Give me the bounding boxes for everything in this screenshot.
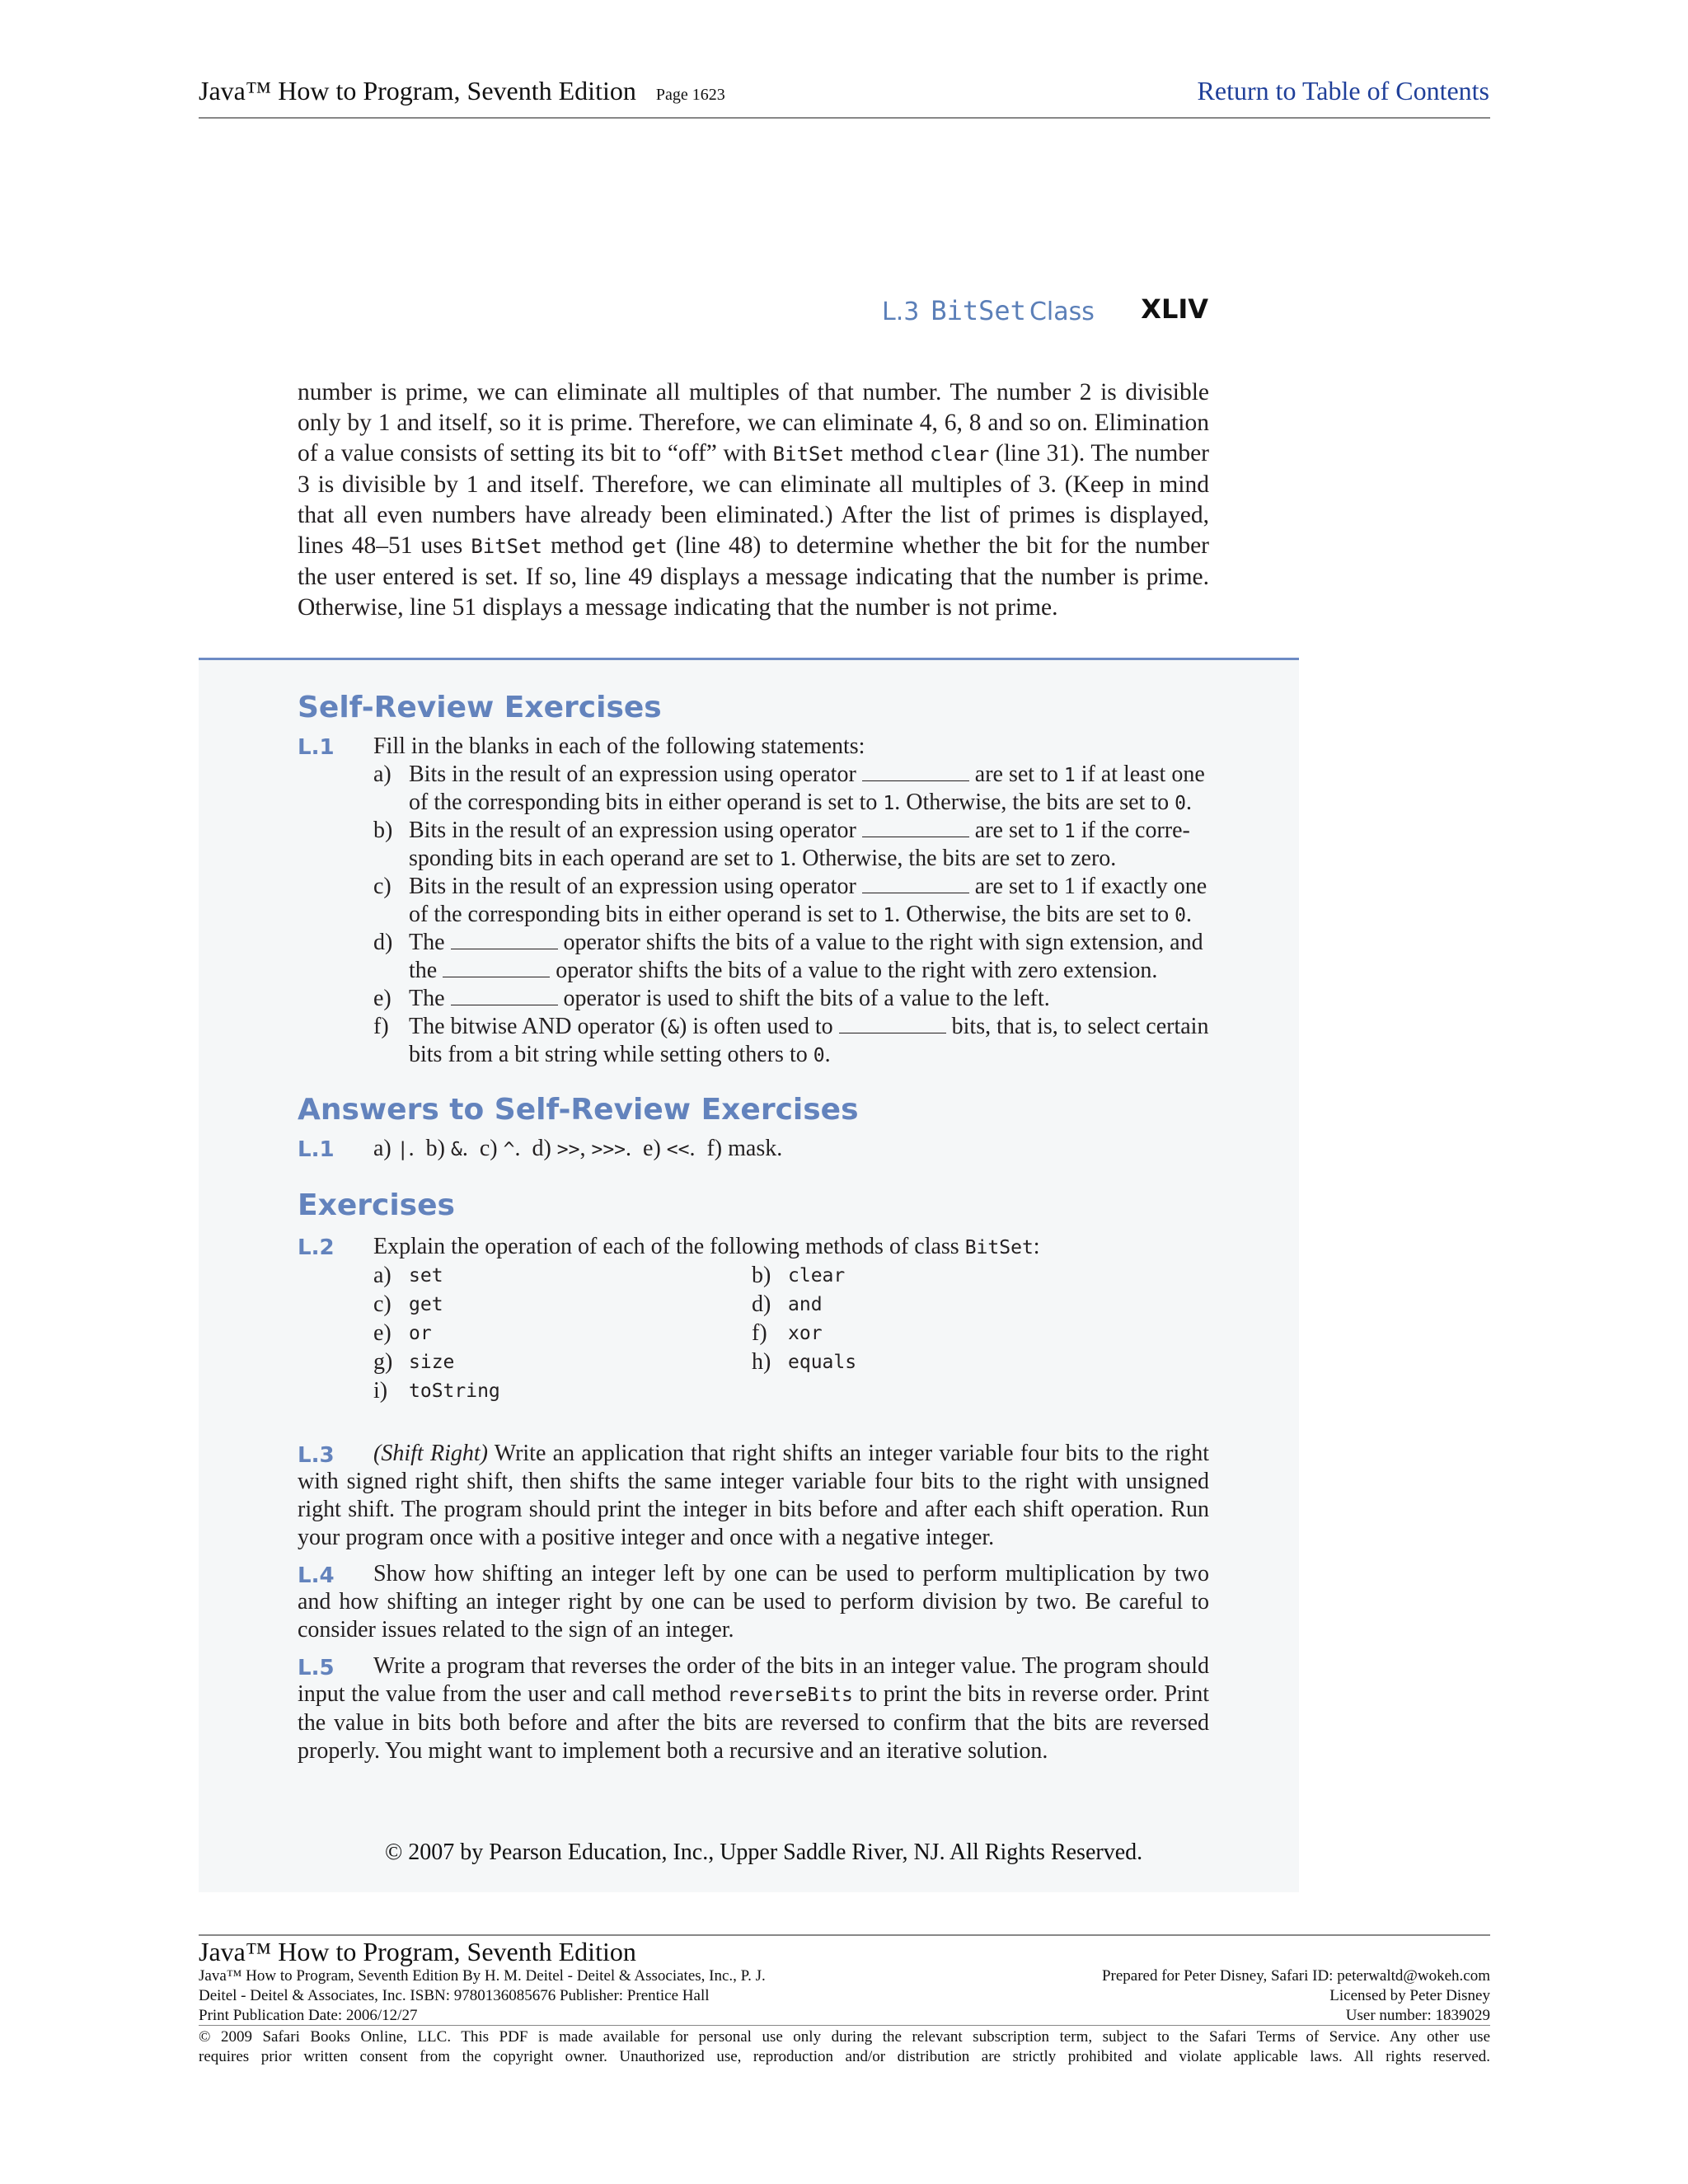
answer-label: c) [479,1136,498,1161]
period: . [1185,790,1192,815]
item-b-text: sponding bits in each operand are set to [409,846,774,871]
item-f-line-2 [409,1041,831,1070]
page-number: Page 1623 [655,86,725,104]
item-d-label: d) [373,930,393,955]
answers-line: a) |. b) &. c) ^. d) >>, >>>. e) <<. f) mask. [373,1136,783,1161]
item-c-line-1 [409,873,1207,901]
answer-d-1: >> [556,1139,580,1160]
footer-user-number: User number: 1839029 [1345,2007,1490,2024]
exercise-number-l3: L.3 [298,1443,335,1468]
item-c-label: c) [373,874,392,899]
method-name: xor [788,1323,823,1344]
item-e-text: The [409,986,445,1011]
period: . [824,1042,831,1067]
method-label: b) [752,1263,771,1288]
exercise-l5-code: reverseBits [727,1685,853,1706]
exercise-l2-sentence: Explain the operation of each of the following methods of class [373,1234,959,1259]
exercise-number-l5: L.5 [298,1656,335,1680]
method-name: or [409,1323,432,1344]
exercise-number-l4: L.4 [298,1563,335,1588]
item-d-text: operator shifts the bits of a value to the right with sign extension, and [563,930,1203,955]
answer-label: e) [643,1136,661,1161]
answer-b: & [450,1139,462,1160]
self-review-intro: Fill in the blanks in each of the following statements: [373,733,865,759]
exercise-l4-text: Show how shifting an integer left by one can be used to perform multiplication by two and how shifting an integer right by one can be used to perform division by two. Be careful to consider issues related to the sign of an integer. [298,1561,1209,1643]
item-a-text: if at least one [1081,762,1205,787]
item-b-text: . Otherwise, the bits are set to zero. [790,846,1117,871]
item-a-text: Bits in the result of an expression using operator [409,762,856,787]
footer-legal-1: © 2009 Safari Books Online, LLC. This PDF is made available for personal use only during the relevant subscription term, subject to the Safari Terms of Service. Any other use [199,2028,1490,2046]
intro-text-5: (line 48) to determine whether the bit for the number the user entered is set. If so, line 49 displays a message indicating that the number is prime. Otherwise, line 51 displays a message indicating that the number is not prime. [298,532,1209,621]
item-d-line-2 [409,957,1157,985]
item-b-text: Bits in the result of an expression using operator [409,818,856,843]
exercise-l5-text: to print the bits in reverse order. Print the value in bits both before and after the bits are reversed to confirm that the bits are reversed properly. You might want to implement both a recursive and an iterative solution. [298,1681,1210,1764]
copyright-notice: © 2007 by Pearson Education, Inc., Upper Saddle River, NJ. All Rights Reserved. [385,1840,1143,1865]
item-b-code: 1 [779,849,791,870]
item-a-code: 1 [883,793,895,814]
roman-page-number: XLIV [1141,293,1208,325]
item-f-text: bits, that is, to select certain [951,1014,1209,1039]
answer-e: << [666,1139,690,1160]
item-f-text: bits from a bit string while setting others to [409,1042,808,1067]
footer-book-title: Java™ How to Program, Seventh Edition [199,1937,636,1966]
period: . [1185,902,1192,927]
intro-text-1: number is prime, we can eliminate all multiples of that number. The number 2 is divisible only by 1 and itself, so it is prime. Therefore, we can eliminate 4, 6, 8 and so on. Elimination of a value consists of setting its bit to “off” with [298,379,1209,466]
section-word: Class [1029,298,1095,326]
exercise-l3-title: (Shift Right) [373,1441,488,1466]
item-b-line-2 [409,845,1116,874]
exercise-l3-text: Write an application that right shifts an integer variable four bits to the right with signed right shift, then shifts the same integer variable four bits to the right with unsigned right shift. The program should print the integer in bits before and after each shift operation. Run your program once with a positive integer and once with a negative integer. [298,1441,1210,1550]
intro-text-2: method [844,440,931,466]
book-title: Java™ How to Program, Seventh Edition [199,76,636,105]
method-name: set [409,1265,443,1286]
item-a-line-1 [409,761,1205,790]
footer-legal-2: requires prior written consent from the copyright owner. Unauthorized use, reproduction and/or distribution are strictly prohibited and violate applicable laws. All rights reserved. [199,2048,1490,2065]
footer-meta-2: Deitel - Deitel & Associates, Inc. ISBN: 9780136085676 Publisher: Prentice Hall [199,1987,710,2004]
section-title [882,295,1095,326]
exercise-l3 [298,1440,1209,1552]
exercise-l2-text [373,1233,1040,1262]
blank [451,985,558,1005]
item-f-label: f) [373,1014,389,1039]
footer-divider-2 [199,2025,1490,2026]
intro-code-3: BitSet [471,535,543,558]
blank [862,817,969,837]
intro-text-3: (line 31). The number 3 is divisible by 1 and itself. Therefore, we can eliminate all multiples of 3. (Keep in mind that all even numbers have already been eliminated.) After the list of primes is displayed, lines 48–51 uses [298,440,1209,559]
intro-text-4: method [542,532,632,559]
item-c-text: Bits in the result of an expression using operator [409,874,856,899]
method-label: e) [373,1320,392,1346]
running-head [882,290,1208,326]
item-b-label: b) [373,818,393,843]
method-name: clear [788,1265,846,1286]
item-e-line-1 [409,985,1050,1013]
intro-code-4: get [631,535,668,558]
intro-code-1: BitSet [772,443,845,466]
answer-a: | [396,1139,409,1160]
exercises-heading: Exercises [298,1188,455,1222]
item-e-text: operator is used to shift the bits of a value to the left. [563,986,1050,1011]
answer-label: b) [425,1136,445,1161]
item-e-label: e) [373,986,392,1011]
item-f-code: & [668,1017,679,1038]
item-b-text: if the corre- [1081,818,1190,843]
exercise-number-l1: L.1 [298,735,335,760]
item-d-line-1 [409,929,1203,957]
item-b-line-1 [409,817,1190,846]
answer-c: ^ [503,1139,515,1160]
blank [839,1013,946,1033]
method-label: a) [373,1263,392,1288]
footer-prepared-for: Prepared for Peter Disney, Safari ID: peterwaltd@wokeh.com [1101,1967,1490,1985]
method-label: c) [373,1291,392,1317]
item-c-text: are set to 1 if exactly one [974,874,1207,899]
method-label: g) [373,1349,393,1375]
item-d-text: operator shifts the bits of a value to the right with zero extension. [556,958,1158,983]
item-a-text: of the corresponding bits in either operand is set to [409,790,878,815]
exercise-l5-text: Write a program that reverses the order of the bits in an integer value. The program should input the value from the user and call method [298,1653,1209,1707]
exercise-number-l2: L.2 [298,1235,335,1260]
item-f-code: 0 [813,1045,825,1066]
intro-paragraph [298,377,1209,623]
method-name: equals [788,1352,857,1373]
item-a-code: 0 [1175,793,1186,814]
item-d-text: The [409,930,445,955]
section-number: L.3 [882,298,920,326]
answer-label: a) [373,1136,392,1161]
item-f-text: ) is often used to [679,1014,833,1039]
footer-meta-1: Java™ How to Program, Seventh Edition By H. M. Deitel - Deitel & Associates, Inc., P. J. [199,1967,766,1985]
item-a-text: are set to [974,762,1058,787]
intro-code-2: clear [930,443,990,466]
method-name: and [788,1294,823,1315]
exercise-l2-code: BitSet [964,1237,1034,1258]
method-name: get [409,1294,443,1315]
footer-licensed-by: Licensed by Peter Disney [1329,1987,1490,2004]
item-f-line-1 [409,1013,1208,1042]
answer-f: mask. [728,1136,783,1161]
answer-number-l1: L.1 [298,1137,335,1162]
method-name: size [409,1352,455,1373]
answer-d-2: >>> [591,1139,626,1160]
item-d-text: the [409,958,438,983]
item-f-text: The bitwise AND operator ( [409,1014,668,1039]
item-a-text: . Otherwise, the bits are set to [894,790,1170,815]
method-name: toString [409,1380,500,1402]
item-c-text: . Otherwise, the bits are set to [894,902,1170,927]
item-a-line-2 [409,789,1192,818]
return-to-toc-link[interactable]: Return to Table of Contents [1197,76,1489,105]
blank [443,957,550,977]
blank [862,873,969,893]
method-label: d) [752,1291,771,1317]
item-c-code: 0 [1175,905,1186,926]
item-b-code: 1 [1063,821,1076,842]
footer-meta-3: Print Publication Date: 2006/12/27 [199,2007,418,2024]
answers-heading: Answers to Self-Review Exercises [298,1093,859,1127]
method-label: i) [373,1378,388,1404]
item-c-code: 1 [883,905,895,926]
item-a-code: 1 [1063,765,1076,786]
item-b-text: are set to [974,818,1058,843]
item-a-label: a) [373,762,392,787]
colon: : [1033,1234,1040,1259]
exercise-l5 [298,1652,1209,1765]
item-c-text: of the corresponding bits in either operand is set to [409,902,878,927]
self-review-heading: Self-Review Exercises [298,691,662,724]
answer-label: f) [706,1136,723,1161]
answer-label: d) [532,1136,551,1161]
header-divider [199,117,1490,119]
item-c-line-2 [409,901,1192,930]
footer-divider [199,1934,1490,1936]
method-label: f) [752,1320,767,1346]
method-label: h) [752,1349,771,1375]
book-title-header [199,76,725,106]
section-code: BitSet [931,295,1026,326]
blank [451,929,558,949]
exercise-l4 [298,1560,1209,1644]
blank [862,761,969,781]
